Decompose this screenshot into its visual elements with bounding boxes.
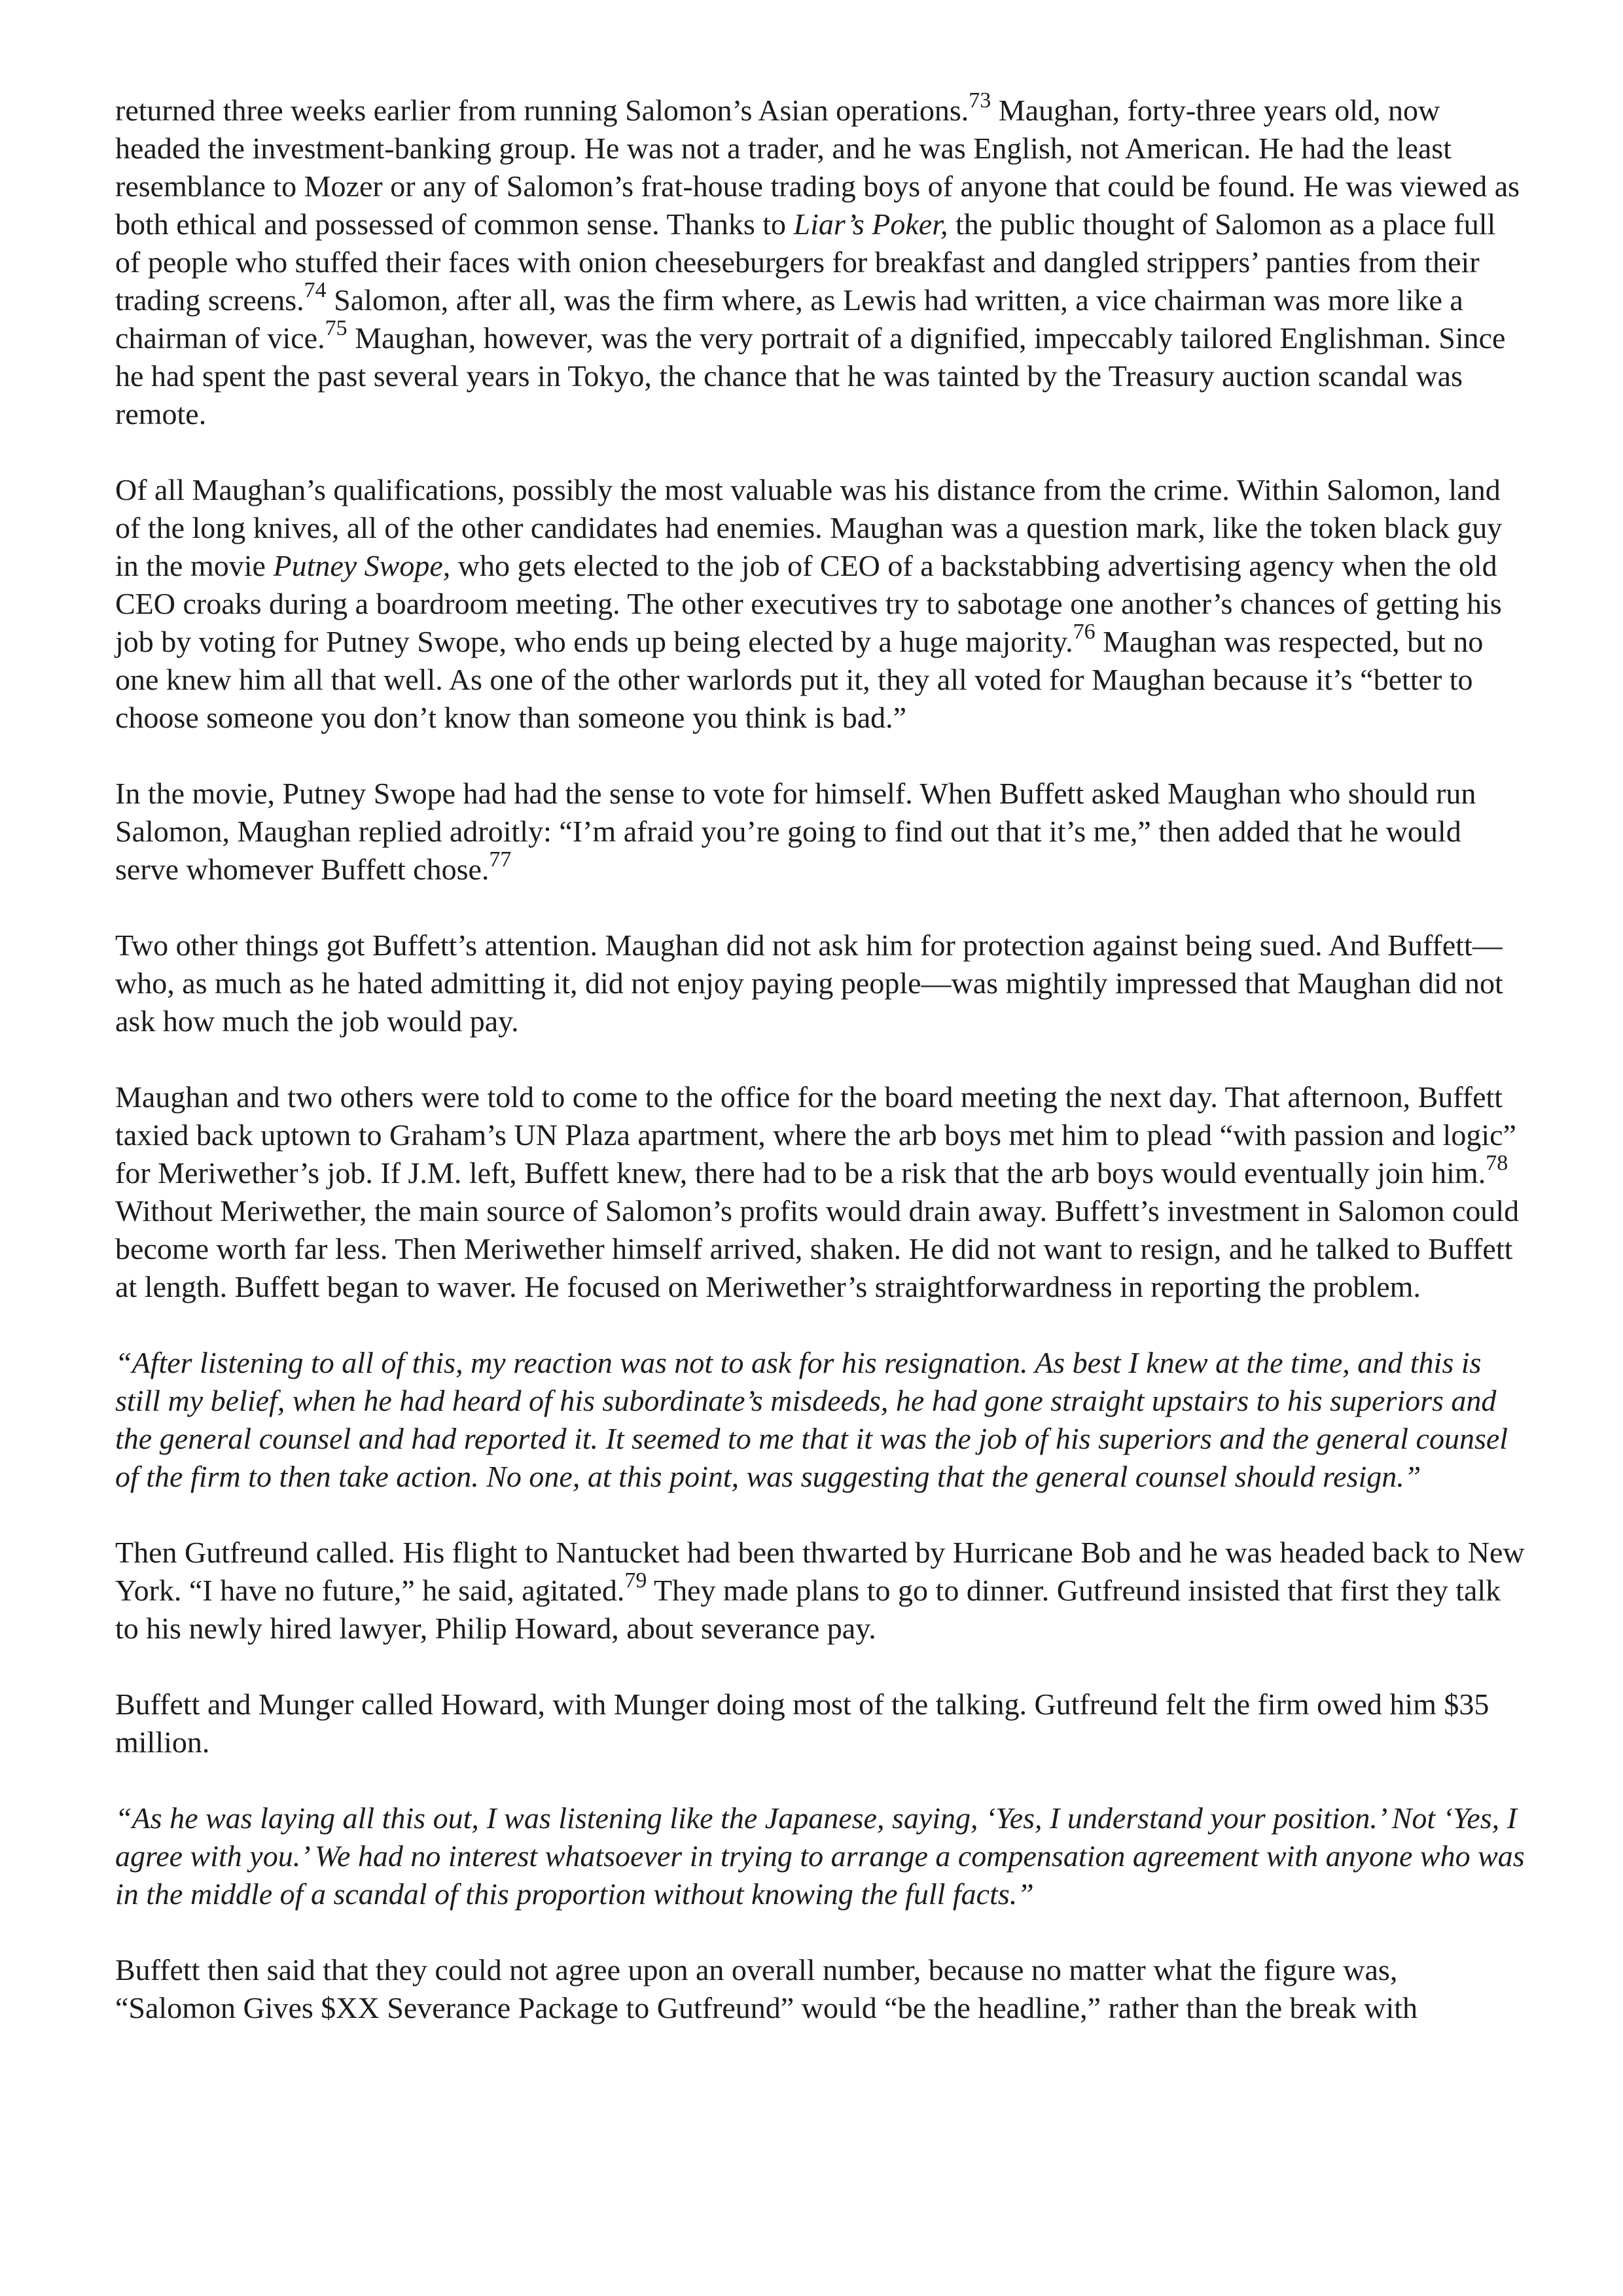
body-paragraph [115,775,1525,889]
footnote-marker: 74 [304,277,327,302]
text-run: Of all Maughan’s qualifications, possibly the most valuable was his distance from the crime. Within Salomon, land of the long knives, all of the other candidates had enemies. Maughan was a question mark, like the token black guy in the movie [115,473,1503,582]
body-paragraph [115,927,1525,1040]
text-run: Two other things got Buffett’s attention. Maughan did not ask him for protection against being sued. And Buffett—who, as much as he hated admitting it, did not enjoy paying people—was mightily impressed that Maughan did not ask how much the job would pay. [115,928,1503,1038]
body-paragraph [115,1686,1525,1761]
text-run: the public thought of Salomon as a place full of people who stuffed their faces with onion cheeseburgers for breakfast and dangled strippers’ panties from their trading screens. [115,207,1496,317]
italic-title: Liar’s Poker, [793,207,948,241]
body-paragraph [115,1951,1525,2027]
footnote-marker: 77 [489,847,512,872]
footnote-marker: 78 [1486,1150,1508,1175]
italic-title: Putney Swope, [273,549,451,582]
text-run: Maughan and two others were told to come to the office for the board meeting the next day. That afternoon, Buffett taxied back uptown to Graham’s UN Plaza apartment, where the arb boys met him to plead “with passion and logic” for Meriwether’s job. If J.M. left, Buffett knew, there had to be a risk that the arb boys would eventually join him. [115,1080,1516,1190]
text-run: Without Meriwether, the main source of Salomon’s profits would drain away. Buffett’s investment in Salomon could become worth far less. Then Meriwether himself arrived, shaken. He did not want to resign, and he talked to Buffett at length. Buffett began to waver. He focused on Meriwether’s straightforwardness in reporting the problem. [115,1194,1520,1303]
footnote-marker: 76 [1073,619,1096,644]
text-run: They made plans to go to dinner. Gutfreund insisted that first they talk to his newly hired lawyer, Philip Howard, about severance pay. [115,1574,1501,1645]
body-paragraph [115,471,1525,737]
body-paragraph [115,1078,1525,1306]
text-run: “After listening to all of this, my reaction was not to ask for his resignation. As best I knew at the time, and this is still my belief, when he had heard of his subordinate’s misdeeds, he had gone straight upstairs to his superiors and the general counsel and had reported it. It seemed to me that it was the job of his superiors and the general counsel of the firm to then take action. No one, at this point, was suggesting that the general counsel should resign.” [115,1346,1508,1493]
body-paragraph [115,1534,1525,1648]
text-run: Buffett and Munger called Howard, with Munger doing most of the talking. Gutfreund felt the firm owed him $35 million. [115,1687,1489,1759]
text-run: Salomon, after all, was the firm where, as Lewis had written, a vice chairman was more like a chairman of vice. [115,283,1463,355]
text-run: Maughan, however, was the very portrait of a dignified, impeccably tailored Englishman. Since he had spent the past several years in Tokyo, the chance that he was tainted by the Treasury auction scandal was remote. [115,321,1506,431]
text-run: In the movie, Putney Swope had had the sense to vote for himself. When Buffett asked Maughan who should run Salomon, Maughan replied adroitly: “I’m afraid you’re going to find out that it’s me,” then added that he would serve whomever Buffett chose. [115,777,1476,886]
text-run: “As he was laying all this out, I was listening like the Japanese, saying, ‘Yes, I understand your position.’ Not ‘Yes, I agree with you.’ We had no interest whatsoever in trying to arrange a compensation agreement with anyone who was in the middle of a scandal of this proportion without knowing the full facts.” [115,1801,1525,1911]
footnote-marker: 79 [624,1568,647,1593]
text-run: Maughan, forty-three years old, now headed the investment-banking group. He was not a trader, and he was English, not American. He had the least resemblance to Mozer or any of Salomon’s frat-house trading boys of anyone that could be found. He was viewed as both ethical and possessed of common sense. Thanks to [115,94,1520,241]
text-run: returned three weeks earlier from running Salomon’s Asian operations. [115,94,969,127]
text-run: Buffett then said that they could not agree upon an overall number, because no matter what the figure was, “Salomon Gives $XX Severance Package to Gutfreund” would “be the headline,” rather than the break with [115,1953,1418,2024]
text-run: who gets elected to the job of CEO of a backstabbing advertising agency when the old CEO croaks during a boardroom meeting. The other executives try to sabotage one another’s chances of getting his job by voting for Putney Swope, who ends up being elected by a huge majority. [115,549,1502,658]
text-run: Then Gutfreund called. His flight to Nantucket had been thwarted by Hurricane Bob and he was headed back to New York. “I have no future,” he said, agitated. [115,1536,1525,1607]
document-page [115,88,1525,2027]
block-quote-paragraph [115,1799,1525,1913]
footnote-marker: 73 [969,88,991,113]
block-quote-paragraph [115,1344,1525,1496]
body-paragraph [115,88,1525,433]
text-run: Maughan was respected, but no one knew him all that well. As one of the other warlords put it, they all voted for Maughan because it’s “better to choose someone you don’t know than someone you think is bad.” [115,625,1484,734]
footnote-marker: 75 [325,315,348,340]
